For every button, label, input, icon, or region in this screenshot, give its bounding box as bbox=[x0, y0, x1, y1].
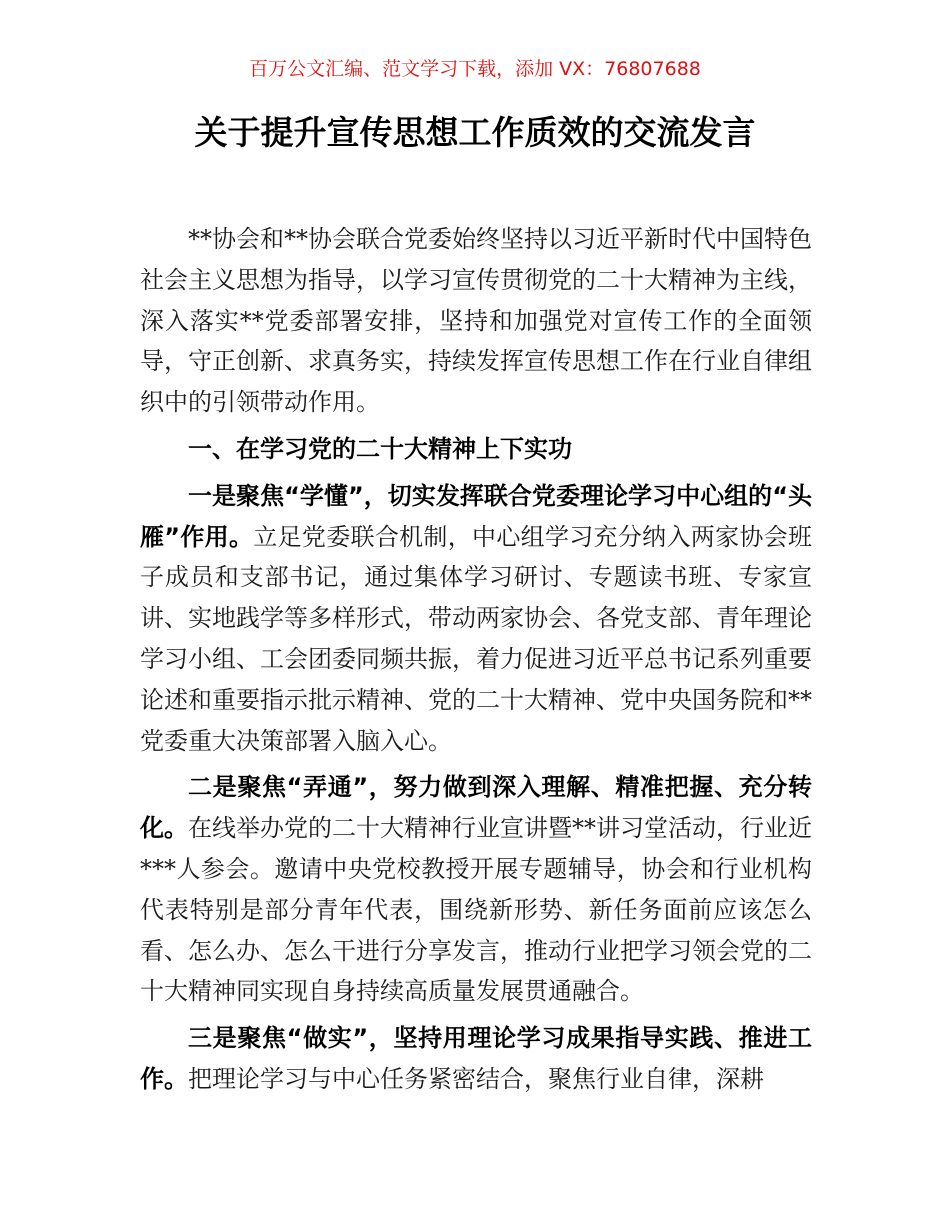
paragraph-lead-1: 一是聚焦“学懂”，切实发挥联合党委理论学习中心组的“头雁”作用。 bbox=[140, 481, 812, 551]
paragraph-text-3: 把理论学习与中心任务紧密结合，聚焦行业自律，深耕 bbox=[188, 1064, 764, 1093]
paragraph-lead-2: 二是聚焦“弄通”，努力做到深入理解、精准把握、充分转化。 bbox=[140, 773, 812, 843]
paragraph-text-2: 在线举办党的二十大精神行业宣讲暨**讲习堂活动，行业近***人参会。邀请中央党校教授开展专题辅导，协会和行业机构代表特别是部分青年代表，围绕新形势、新任务面前应该怎么看、怎么办、怎么干进行分享发言，推动行业把学习领会党的二十大精神同实现自身持续高质量发展贯通融合。 bbox=[140, 814, 812, 1006]
paragraph-item-1 bbox=[140, 476, 812, 762]
paragraph-item-3 bbox=[140, 1018, 812, 1100]
paragraph-lead-3: 三是聚焦“做实”，坚持用理论学习成果指导实践、推进工作。 bbox=[140, 1024, 812, 1093]
watermark-banner: 百万公文汇编、范文学习下载，添加 VX：76807688 bbox=[249, 58, 701, 80]
intro-paragraph: **协会和**协会联合党委始终坚持以习近平新时代中国特色社会主义思想为指导，以学习宣传贯彻党的二十大精神为主线，深入落实**党委部署安排，坚持和加强党对宣传工作的全面领导，守正创新、求真务实，持续发挥宣传思想工作在行业自律组织中的引领带动作用。 bbox=[140, 225, 812, 417]
paragraph-text-1: 立足党委联合机制，中心组学习充分纳入两家协会班子成员和支部书记，通过集体学习研讨、专题读书班、专家宣讲、实地践学等多样形式，带动两家协会、各党支部、青年理论学习小组、工会团委同频共振，着力促进习近平总书记系列重要论述和重要指示批示精神、党的二十大精神、党中央国务院和**党委重大决策部署入脑入心。 bbox=[140, 522, 812, 755]
document-body bbox=[140, 219, 812, 1100]
paragraph-item-2 bbox=[140, 767, 812, 1012]
document-title: 关于提升宣传思想工作质效的交流发言 bbox=[194, 113, 756, 152]
section-heading: 一、在学习党的二十大精神上下实功 bbox=[188, 434, 572, 463]
